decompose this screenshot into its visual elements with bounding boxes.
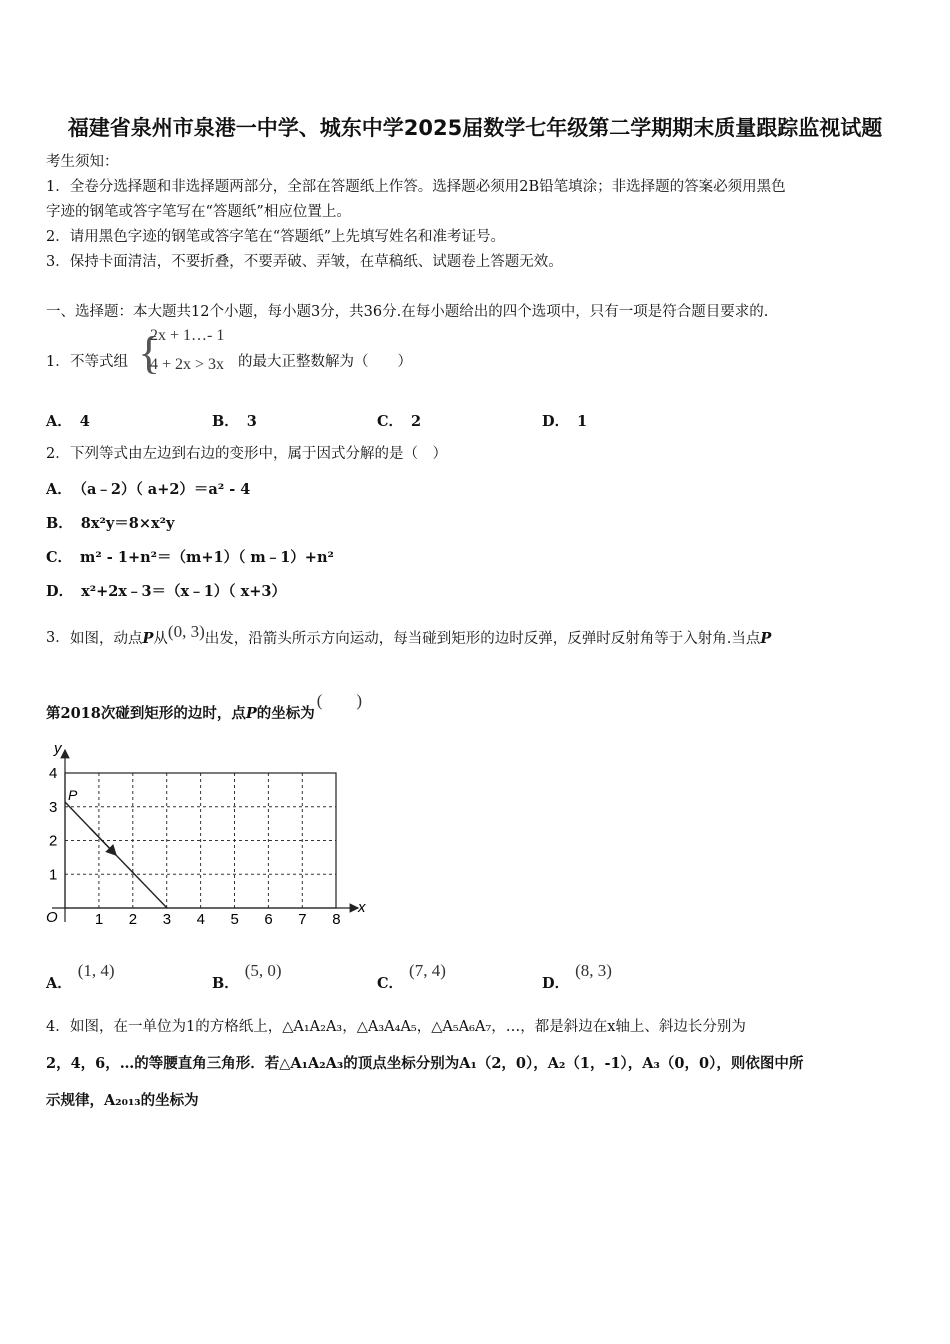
q3-direction-arrow-icon <box>90 828 116 855</box>
q1-number: 1． <box>46 354 70 370</box>
q1-stem-post: 的最大正整数解为（ ） <box>238 354 412 370</box>
q3-point-label: P <box>68 787 78 803</box>
notice-item-1: 1．全卷分选择题和非选择题两部分，全部在答题纸上作答。选择题必须用2B铅笔填涂；非选择题的答案必须用黑色 <box>46 179 786 195</box>
q3-blank: ( ) <box>316 691 363 710</box>
q4-number: 4． <box>46 1019 70 1035</box>
q2-option-d[interactable]: D． x²+2x﹣3＝（x﹣1）（ x+3） <box>46 583 286 600</box>
q1-option-d[interactable]: D． 1 <box>542 413 588 430</box>
q3-x-tick: 6 <box>264 911 273 928</box>
q2-number: 2． <box>46 446 70 462</box>
q3-stem-line1: 如图，动点P从(0, 3)出发，沿箭头所示方向运动，每当碰到矩形的边时反弹，反弹时反射角等于入射角.当点P <box>70 622 772 647</box>
q3-option-c[interactable]: C．(7, 4) <box>377 961 446 992</box>
notice-item-3: 3．保持卡面清洁，不要折叠，不要弄破、弄皱，在草稿纸、试题卷上答题无效。 <box>46 254 563 270</box>
q4-line1: 如图，在一单位为1的方格纸上，△A₁A₂A₃，△A₃A₄A₅，△A₅A₆A₇，…，都是斜边在x轴上、斜边长分别为 <box>70 1019 746 1035</box>
q3-x-tick: 3 <box>162 911 172 928</box>
q4-line2: 2，4，6，…的等腰直角三角形．若△A₁A₂A₃的顶点坐标分别为A₁（2，0），A₂（1，-1），A₃（0，0），则依图中所 <box>46 1055 804 1072</box>
q3-x-label: x <box>358 899 366 916</box>
q4-line3: 示规律，A₂₀₁₃的坐标为 <box>46 1092 199 1109</box>
q3-number: 3． <box>46 630 70 646</box>
q3-x-tick: 4 <box>196 911 205 928</box>
q3-x-tick: 1 <box>94 911 104 928</box>
q1-stem-pre: 不等式组 <box>70 354 128 370</box>
q3-stem-line2: 第2018次碰到矩形的边时，点P的坐标为( ) <box>46 691 363 722</box>
q1-inequality-1: 2x + 1…- 1 <box>150 327 225 344</box>
q1-option-b[interactable]: B． 3 <box>212 413 257 430</box>
q2-stem: 下列等式由左边到右边的变形中，属于因式分解的是（ ） <box>70 446 447 462</box>
q3-y-tick: 2 <box>49 832 58 850</box>
q1-brace-icon: { <box>138 327 161 378</box>
q2-option-b[interactable]: B． 8x²y＝8×x²y <box>46 515 175 532</box>
q3-x-tick: 8 <box>332 911 341 928</box>
q3-origin-label: O <box>46 909 58 926</box>
q3-graph <box>40 740 380 935</box>
q3-y-tick: 4 <box>49 765 58 782</box>
q3-x-tick: 7 <box>298 911 307 928</box>
q3-y-tick: 1 <box>49 866 58 884</box>
q3-y-label: y <box>54 740 62 757</box>
page-title: 福建省泉州市泉港一中学、城东中学2025届数学七年级第二学期期末质量跟踪监视试题 <box>67 116 883 140</box>
q3-start-point: (0, 3) <box>167 622 205 641</box>
q3-option-d[interactable]: D．(8, 3) <box>542 961 612 992</box>
section-heading: 一、选择题：本大题共12个小题，每小题3分，共36分.在每小题给出的四个选项中，只有一项是符合题目要求的. <box>46 304 769 320</box>
q1-inequality-2: 4 + 2x > 3x <box>150 356 225 373</box>
notice-item-1b: 字迹的钢笔或答字笔写在“答题纸”相应位置上。 <box>46 204 351 220</box>
q2-option-a[interactable]: A． （a﹣2）（ a+2）＝a² - 4 <box>46 481 251 498</box>
q3-x-tick: 2 <box>128 911 138 928</box>
q3-option-b[interactable]: B．(5, 0) <box>212 961 282 992</box>
notice-heading: 考生须知： <box>46 154 119 170</box>
q3-option-a[interactable]: A．(1, 4) <box>46 961 115 992</box>
q3-y-tick: 3 <box>49 798 58 816</box>
q2-option-c[interactable]: C． m² - 1+n²＝（m+1）（ m﹣1）+n² <box>46 549 334 566</box>
q1-option-c[interactable]: C． 2 <box>377 413 422 430</box>
q3-x-tick: 5 <box>230 911 239 928</box>
q1-option-a[interactable]: A． 4 <box>46 413 90 430</box>
notice-item-2: 2．请用黑色字迹的钢笔或答字笔在“答题纸”上先填写姓名和准考证号。 <box>46 229 506 245</box>
